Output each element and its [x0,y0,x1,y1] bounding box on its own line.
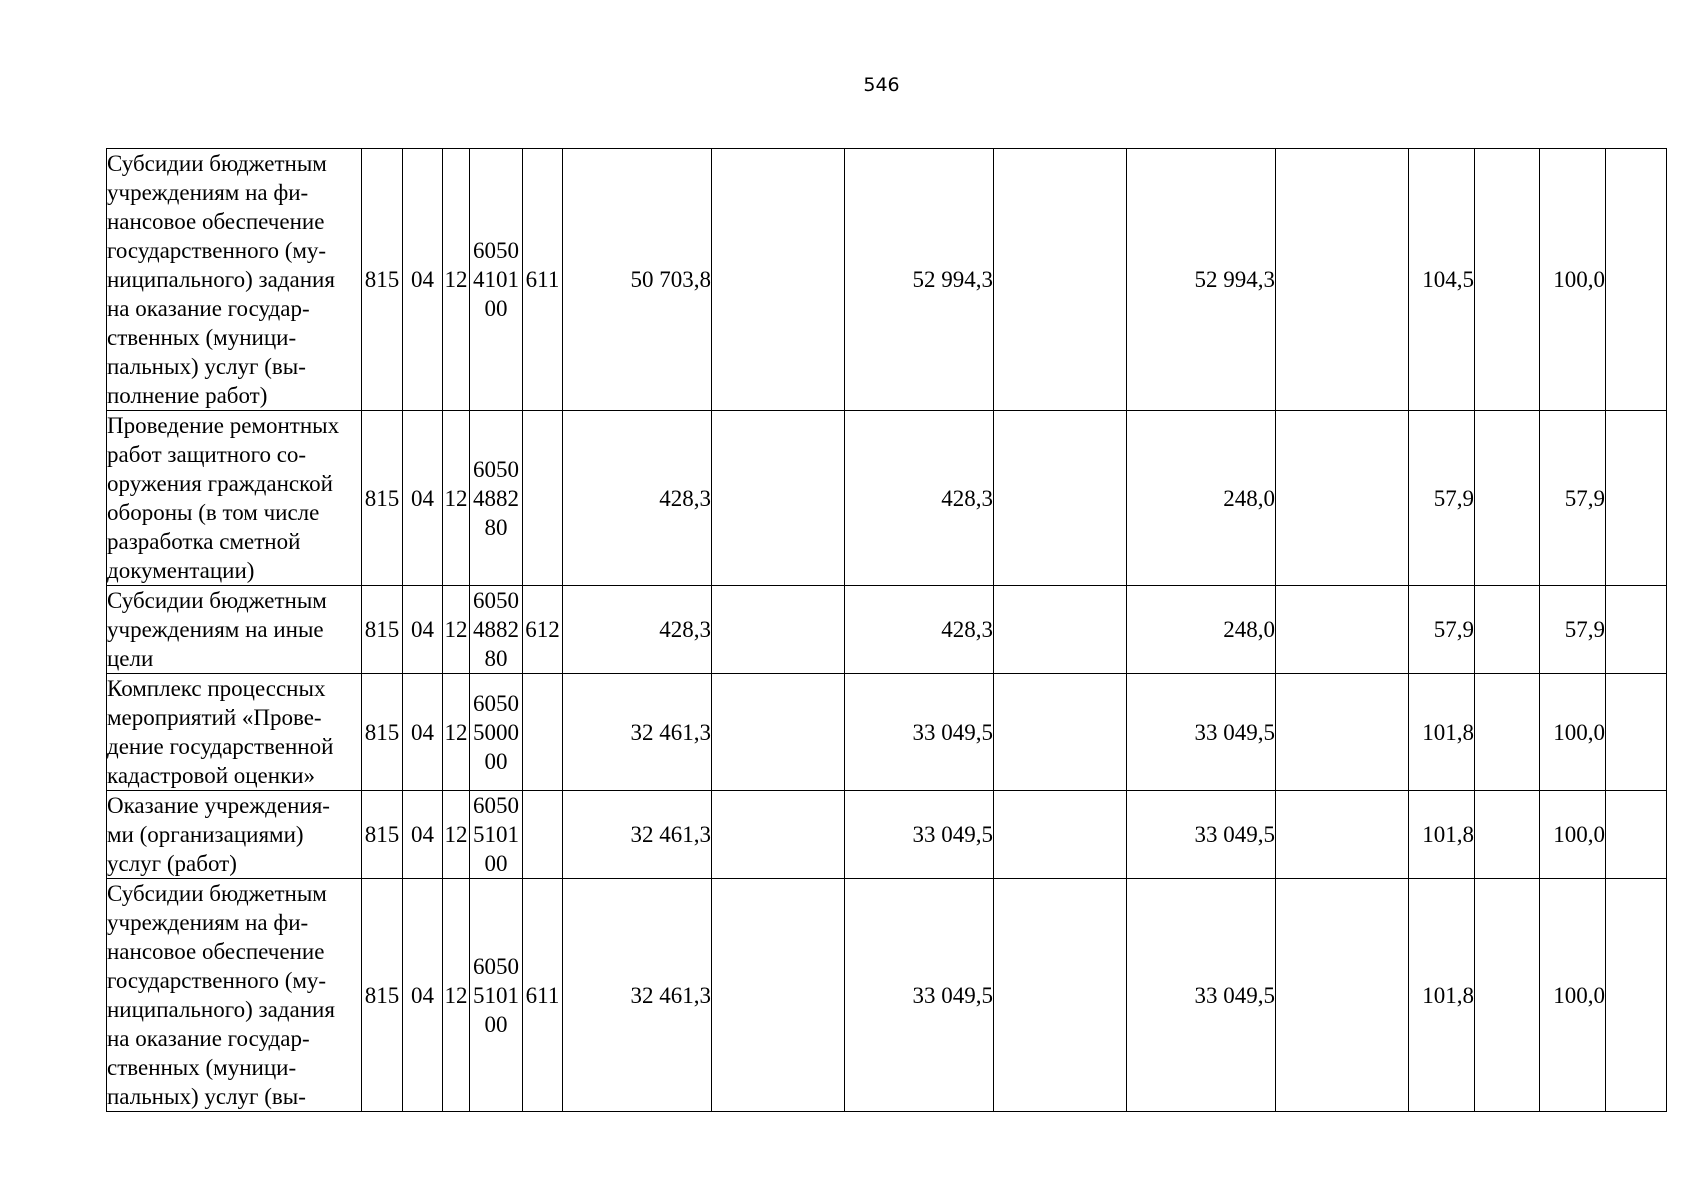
empty-cell [1276,879,1409,1112]
percent-of-refined: 100,0 [1540,791,1606,879]
refined-amount: 33 049,5 [845,879,994,1112]
podrazdel-code: 12 [443,674,470,791]
executed-amount: 33 049,5 [1127,674,1276,791]
empty-cell [1475,674,1540,791]
empty-cell [1475,791,1540,879]
empty-cell [1475,879,1540,1112]
podrazdel-code: 12 [443,149,470,411]
percent-of-refined: 57,9 [1540,586,1606,674]
empty-cell [1475,586,1540,674]
table-row [107,411,1667,586]
empty-cell [712,149,845,411]
expense-type-code [523,791,563,879]
target-article-code: 6050 4882 80 [470,586,523,674]
refined-amount: 52 994,3 [845,149,994,411]
percent-of-approved: 101,8 [1409,791,1475,879]
approved-amount: 32 461,3 [563,674,712,791]
ved-code: 815 [362,411,403,586]
table-body [107,149,1667,1112]
podrazdel-code: 12 [443,791,470,879]
table-row [107,674,1667,791]
empty-cell [1606,411,1667,586]
empty-cell [994,149,1127,411]
table-row [107,149,1667,411]
empty-cell [994,674,1127,791]
target-article-code: 6050 4101 00 [470,149,523,411]
refined-amount: 428,3 [845,411,994,586]
executed-amount: 52 994,3 [1127,149,1276,411]
executed-amount: 33 049,5 [1127,791,1276,879]
executed-amount: 33 049,5 [1127,879,1276,1112]
ved-code: 815 [362,586,403,674]
refined-amount: 33 049,5 [845,674,994,791]
empty-cell [994,411,1127,586]
target-article-code: 6050 5000 00 [470,674,523,791]
row-description: Субсидии бюджетным учреждениям на фи- нансовое обеспечение государственного (му- ниципального) задания на оказание государ- ственных (муници- пальных) услуг (вы- [107,879,362,1112]
table-row [107,586,1667,674]
ved-code: 815 [362,791,403,879]
podrazdel-code: 12 [443,879,470,1112]
expense-type-code: 611 [523,149,563,411]
empty-cell [1606,791,1667,879]
empty-cell [1475,411,1540,586]
executed-amount: 248,0 [1127,586,1276,674]
row-description: Субсидии бюджетным учреждениям на фи- нансовое обеспечение государственного (му- ниципального) задания на оказание государ- ственных (муници- пальных) услуг (вы- полнение работ) [107,149,362,411]
refined-amount: 428,3 [845,586,994,674]
empty-cell [1606,674,1667,791]
table-row [107,879,1667,1112]
page-number: 546 [863,74,900,96]
target-article-code: 6050 5101 00 [470,791,523,879]
empty-cell [712,411,845,586]
empty-cell [712,586,845,674]
empty-cell [1606,586,1667,674]
row-description: Комплекс процессных мероприятий «Прове- дение государственной кадастровой оценки» [107,674,362,791]
table-row [107,791,1667,879]
expense-type-code [523,411,563,586]
percent-of-approved: 101,8 [1409,674,1475,791]
row-description: Проведение ремонтных работ защитного со- оружения гражданской обороны (в том числе разработка сметной документации) [107,411,362,586]
approved-amount: 50 703,8 [563,149,712,411]
razdel-code: 04 [403,149,443,411]
razdel-code: 04 [403,674,443,791]
approved-amount: 32 461,3 [563,791,712,879]
empty-cell [1276,674,1409,791]
refined-amount: 33 049,5 [845,791,994,879]
ved-code: 815 [362,674,403,791]
percent-of-refined: 57,9 [1540,411,1606,586]
podrazdel-code: 12 [443,586,470,674]
percent-of-refined: 100,0 [1540,149,1606,411]
budget-table [106,148,1667,1112]
empty-cell [1276,586,1409,674]
ved-code: 815 [362,149,403,411]
empty-cell [712,791,845,879]
expense-type-code: 611 [523,879,563,1112]
razdel-code: 04 [403,791,443,879]
empty-cell [1276,149,1409,411]
razdel-code: 04 [403,879,443,1112]
approved-amount: 32 461,3 [563,879,712,1112]
empty-cell [994,879,1127,1112]
approved-amount: 428,3 [563,411,712,586]
empty-cell [712,674,845,791]
expense-type-code: 612 [523,586,563,674]
percent-of-approved: 57,9 [1409,586,1475,674]
empty-cell [1606,879,1667,1112]
executed-amount: 248,0 [1127,411,1276,586]
razdel-code: 04 [403,586,443,674]
percent-of-approved: 101,8 [1409,879,1475,1112]
target-article-code: 6050 4882 80 [470,411,523,586]
empty-cell [1276,411,1409,586]
approved-amount: 428,3 [563,586,712,674]
expense-type-code [523,674,563,791]
podrazdel-code: 12 [443,411,470,586]
empty-cell [994,586,1127,674]
percent-of-refined: 100,0 [1540,674,1606,791]
empty-cell [712,879,845,1112]
percent-of-refined: 100,0 [1540,879,1606,1112]
row-description: Субсидии бюджетным учреждениям на иные цели [107,586,362,674]
empty-cell [1475,149,1540,411]
empty-cell [1606,149,1667,411]
percent-of-approved: 104,5 [1409,149,1475,411]
empty-cell [994,791,1127,879]
percent-of-approved: 57,9 [1409,411,1475,586]
empty-cell [1276,791,1409,879]
row-description: Оказание учреждения- ми (организациями) услуг (работ) [107,791,362,879]
razdel-code: 04 [403,411,443,586]
ved-code: 815 [362,879,403,1112]
target-article-code: 6050 5101 00 [470,879,523,1112]
